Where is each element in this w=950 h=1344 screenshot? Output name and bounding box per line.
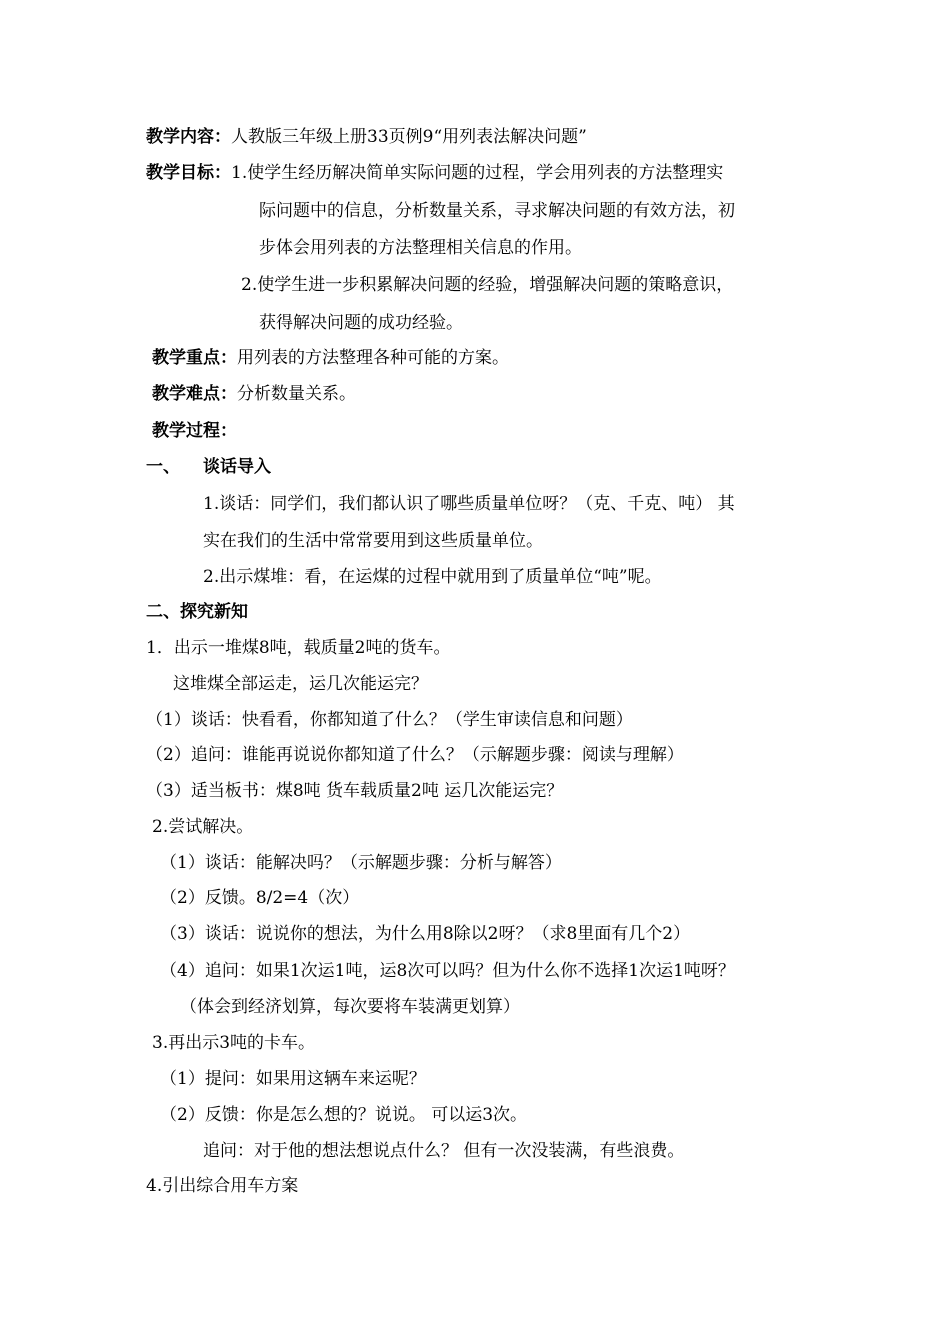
section2-line11: （体会到经济划算，每次要将车装满更划算） bbox=[180, 997, 520, 1017]
section2-line5: （3）适当板书：煤8吨 货车载质量2吨 运几次能运完？ bbox=[146, 781, 564, 801]
goal2-line2: 获得解决问题的成功经验。 bbox=[259, 313, 463, 333]
difficulty-line bbox=[152, 383, 356, 405]
section2-line10: （4）追问：如果1次运1吨，运8次可以吗？但为什么你不选择1次运1吨呀？ bbox=[160, 961, 735, 981]
section2-line16: 4.引出综合用车方案 bbox=[146, 1176, 299, 1196]
goals-line bbox=[146, 162, 723, 184]
section2-line2: 这堆煤全部运走，运几次能运完？ bbox=[173, 674, 428, 694]
focus-label: 教学重点： bbox=[152, 348, 237, 368]
section1-number: 一、 bbox=[146, 457, 180, 477]
section2-line7: （1）谈话：能解决吗？（示解题步骤：分析与解答） bbox=[160, 853, 562, 873]
content-label: 教学内容： bbox=[146, 127, 231, 147]
goal2-line1: 2.使学生进一步积累解决问题的经验，增强解决问题的策略意识， bbox=[241, 275, 734, 295]
goals-label: 教学目标： bbox=[146, 163, 231, 183]
section2-line12: 3.再出示3吨的卡车。 bbox=[152, 1033, 316, 1053]
section2-line4: （2）追问：谁能再说说你都知道了什么？（示解题步骤：阅读与理解） bbox=[146, 745, 684, 765]
section2-line9: （3）谈话：说说你的想法，为什么用8除以2呀？（求8里面有几个2） bbox=[160, 924, 691, 944]
section2-line6: 2.尝试解决。 bbox=[152, 817, 254, 837]
section1-line2: 实在我们的生活中常常要用到这些质量单位。 bbox=[203, 531, 543, 551]
section1-line1: 1.谈话：同学们，我们都认识了哪些质量单位呀？（克、千克、吨） 其 bbox=[203, 494, 735, 514]
content-line bbox=[146, 126, 587, 148]
section2-line13: （1）提问：如果用这辆车来运呢？ bbox=[160, 1069, 426, 1089]
process-label: 教学过程： bbox=[152, 421, 237, 441]
section2-line14: （2）反馈：你是怎么想的？说说。 可以运3次。 bbox=[160, 1105, 528, 1125]
goal1-line1: 1.使学生经历解决简单实际问题的过程，学会用列表的方法整理实 bbox=[231, 163, 724, 183]
section2-title: 二、探究新知 bbox=[146, 602, 248, 622]
focus-line bbox=[152, 347, 509, 369]
section2-line8: （2）反馈。8/2=4（次） bbox=[160, 888, 360, 908]
difficulty-text: 分析数量关系。 bbox=[237, 384, 356, 404]
section1-title: 谈话导入 bbox=[203, 457, 271, 477]
section2-line15: 追问：对于他的想法想说点什么？ 但有一次没装满，有些浪费。 bbox=[203, 1141, 685, 1161]
difficulty-label: 教学难点： bbox=[152, 384, 237, 404]
content-text: 人教版三年级上册33页例9“用列表法解决问题” bbox=[231, 127, 587, 147]
section1-line3: 2.出示煤堆：看，在运煤的过程中就用到了质量单位“吨”呢。 bbox=[203, 567, 662, 587]
section2-line3: （1）谈话：快看看，你都知道了什么？（学生审读信息和问题） bbox=[146, 710, 633, 730]
section2-line1: 1．出示一堆煤8吨，载质量2吨的货车。 bbox=[146, 638, 451, 658]
goal1-line3: 步体会用列表的方法整理相关信息的作用。 bbox=[259, 238, 582, 258]
goal1-line2: 际问题中的信息，分析数量关系，寻求解决问题的有效方法，初 bbox=[259, 201, 735, 221]
focus-text: 用列表的方法整理各种可能的方案。 bbox=[237, 348, 509, 368]
